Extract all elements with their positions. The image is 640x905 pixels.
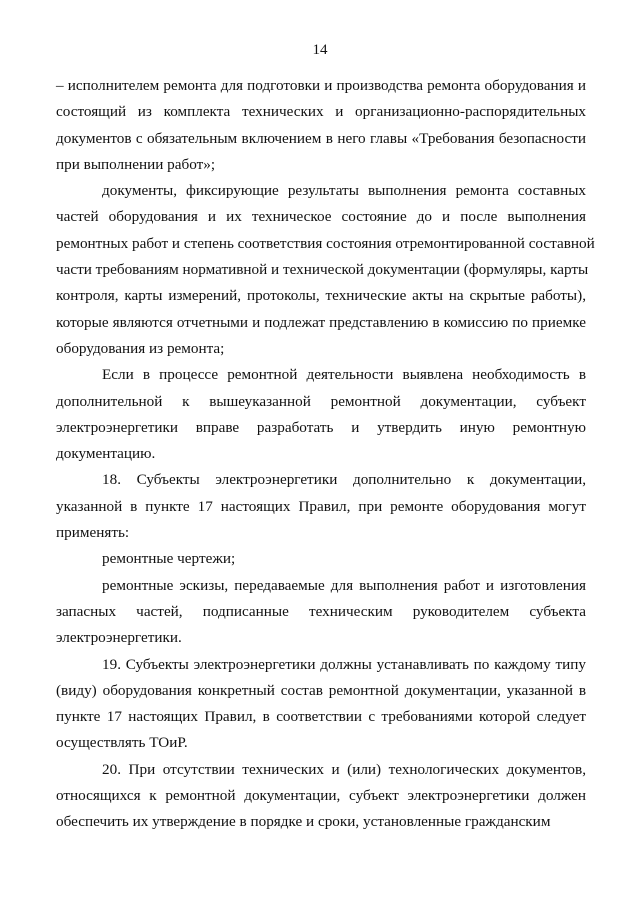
paragraph	[56, 362, 586, 467]
paragraph	[56, 73, 586, 178]
text-line: ремонтных работ и степень соответствия состояния отремонтированной составной	[56, 234, 595, 252]
text-line: пункте 17 настоящих Правил, в соответствии с требованиями которой следует	[56, 708, 586, 726]
text-line: обеспечить их утверждение в порядке и сроки, установленные гражданским	[56, 813, 551, 831]
paragraph	[56, 652, 586, 757]
text-line: электроэнергетики.	[56, 629, 182, 647]
text-line: 18. Субъекты электроэнергетики дополнительно к документации,	[102, 471, 586, 489]
text-line: ремонтные чертежи;	[102, 550, 236, 568]
paragraph	[56, 573, 586, 652]
paragraph	[56, 546, 586, 572]
text-line: – исполнителем ремонта для подготовки и производства ремонта оборудования и	[56, 77, 586, 94]
text-line: оборудования из ремонта;	[56, 339, 225, 357]
text-line: документацию.	[56, 445, 156, 463]
text-line: при выполнении работ»;	[56, 155, 216, 173]
text-line: дополнительной к вышеуказанной ремонтной документации, субъект	[56, 392, 586, 410]
text-line: относящихся к ремонтной документации, субъект электроэнергетики должен	[56, 787, 586, 805]
text-line: части требованиям нормативной и технической документации (формуляры, карты	[56, 261, 589, 279]
text-line: частей оборудования и их техническое состояние до и после выполнения	[56, 208, 586, 226]
text-line: 20. При отсутствии технических и (или) технологических документов,	[102, 760, 586, 778]
document-body	[56, 73, 595, 836]
text-line: осуществлять ТОиР.	[56, 734, 188, 752]
text-line: 19. Субъекты электроэнергетики должны устанавливать по каждому типу	[102, 655, 586, 673]
page-number: 14	[312, 42, 328, 58]
text-line: электроэнергетики вправе разработать и утвердить иную ремонтную	[56, 418, 586, 436]
text-line: ремонтные эскизы, передаваемые для выполнения работ и изготовления	[102, 576, 586, 594]
text-line: документы, фиксирующие результаты выполнения ремонта составных	[102, 182, 586, 200]
text-line: указанной в пункте 17 настоящих Правил, при ремонте оборудования могут	[56, 497, 586, 515]
text-line: документов с обязательным включением в него главы «Требования безопасности	[56, 129, 586, 147]
paragraph	[56, 757, 586, 836]
text-line: Если в процессе ремонтной деятельности выявлена необходимость в	[102, 366, 586, 384]
text-line: которые являются отчетными и подлежат представлению в комиссию по приемке	[56, 313, 586, 331]
text-line: запасных частей, подписанные техническим руководителем субъекта	[56, 602, 586, 620]
text-line: применять:	[56, 524, 130, 542]
text-line: (виду) оборудования конкретный состав ремонтной документации, указанной в	[56, 681, 586, 699]
text-line: контроля, карты измерений, протоколы, технические акты на скрытые работы),	[56, 287, 586, 305]
paragraph	[56, 467, 586, 546]
text-line: состоящий из комплекта технических и организационно-распорядительных	[56, 103, 586, 121]
paragraph	[56, 178, 595, 362]
